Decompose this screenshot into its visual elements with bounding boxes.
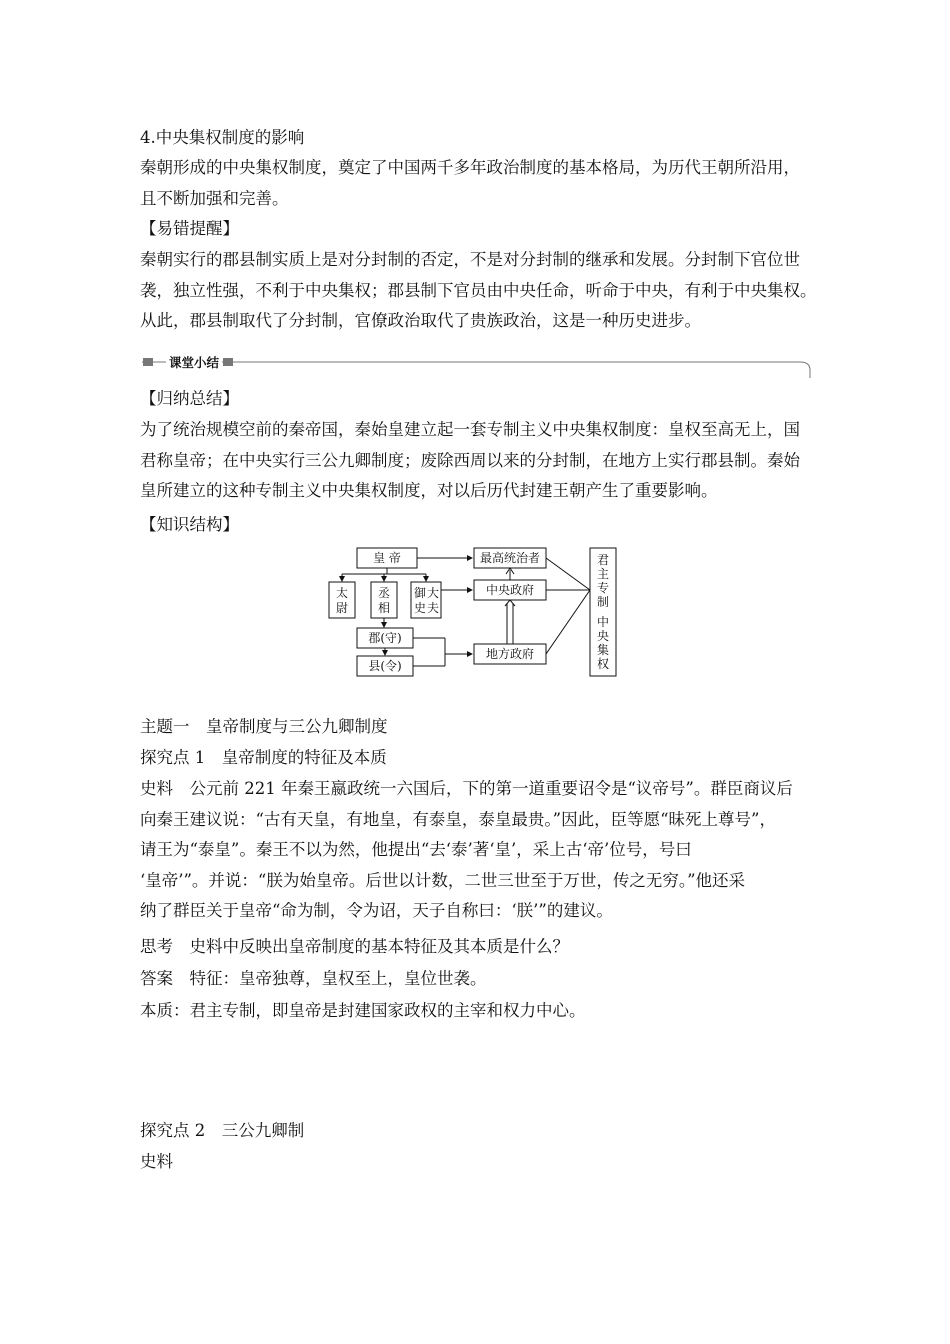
text-line: 为了统治规模空前的秦帝国，秦始皇建立起一套专制主义中央集权制度：皇权至高无上，国 — [140, 420, 800, 439]
text-line: 袭，独立性强，不利于中央集权；郡县制下官员由中央任命，听命于中央，有利于中央集权。 — [140, 280, 817, 300]
tip-paragraph — [140, 245, 820, 337]
explore-point-title: 探究点 2 三公九卿制 — [140, 1121, 305, 1140]
class-summary-divider — [140, 352, 812, 378]
knowledge-heading: 【知识结构】 — [140, 515, 239, 534]
yushi-char: 夫 — [426, 601, 440, 615]
essence-text: 本质：君主专制，即皇帝是封建国家政权的主宰和权力中心。 — [140, 1001, 586, 1020]
text-line: 君称皇帝；在中央实行三公九卿制度；废除西周以来的分封制，在地方上实行郡县制。秦始 — [140, 450, 800, 470]
chengxiang-char: 丞 — [377, 586, 391, 600]
text-line: 纳了群臣关于皇帝“命为制，令为诏，天子自称曰：‘朕’”的建议。 — [140, 901, 613, 920]
text-line: 秦朝实行的郡县制实质上是对分封制的否定，不是对分封制的继承和发展。分封制下官位世 — [140, 250, 800, 269]
explore-point-title: 探究点 1 皇帝制度的特征及本质 — [140, 748, 387, 767]
chengxiang-char: 相 — [377, 601, 391, 615]
yushi-char: 大 — [426, 586, 440, 600]
taiwei-char: 尉 — [335, 601, 349, 615]
summary-paragraph — [140, 415, 820, 507]
emperor-label: 皇 帝 — [373, 551, 401, 565]
right-col-char: 主 — [596, 567, 610, 581]
section4-paragraph — [140, 153, 820, 214]
tip-heading: 【易错提醒】 — [140, 219, 239, 238]
text-line: 秦朝形成的中央集权制度，奠定了中国两千多年政治制度的基本格局，为历代王朝所沿用， — [140, 158, 800, 177]
section-title: 4.中央集权制度的影响 — [140, 128, 305, 147]
topic-title: 主题一 皇帝制度与三公九卿制度 — [140, 717, 388, 736]
yushi-char: 御 — [413, 586, 427, 600]
text-line: 且不断加强和完善。 — [140, 188, 289, 208]
right-col-char: 央 — [596, 629, 610, 643]
summary-heading: 【归纳总结】 — [140, 389, 239, 408]
text-line: 向秦王建议说：“古有天皇，有地皇，有泰皇，泰皇最贵。”因此，臣等愿“昧死上尊号”， — [140, 809, 776, 829]
source-label: 史料 — [140, 1152, 173, 1171]
jun-label: 郡(守) — [368, 631, 402, 645]
central-label: 中央政府 — [485, 583, 535, 597]
text-line: 皇所建立的这种专制主义中央集权制度，对以后历代封建王朝产生了重要影响。 — [140, 481, 718, 500]
right-col-char: 专 — [596, 581, 610, 595]
knowledge-structure-diagram — [325, 544, 620, 678]
local-label: 地方政府 — [485, 647, 535, 661]
text-line: 从此，郡县制取代了分封制，官僚政治取代了贵族政治，这是一种历史进步。 — [140, 311, 701, 330]
taiwei-char: 太 — [335, 586, 349, 600]
right-col-char: 制 — [596, 595, 610, 609]
class-summary-label: 课堂小结 — [166, 353, 222, 371]
right-col-char: 集 — [596, 643, 610, 657]
text-line: 史料 公元前 221 年秦王嬴政统一六国后，下的第一道重要诏令是“议帝号”。群臣商议后 — [140, 779, 793, 798]
xian-label: 县(令) — [368, 659, 402, 673]
right-col-char: 权 — [596, 657, 610, 671]
text-line: ‘皇帝’”。并说：“朕为始皇帝。后世以计数，二世三世至于万世，传之无穷。”他还采 — [140, 870, 746, 890]
supreme-label: 最高统治者 — [479, 551, 541, 565]
source-paragraph — [140, 774, 820, 927]
answer-text: 答案 特征：皇帝独尊，皇权至上，皇位世袭。 — [140, 969, 487, 988]
yushi-char: 史 — [413, 601, 427, 615]
think-question: 思考 史料中反映出皇帝制度的基本特征及其本质是什么？ — [140, 937, 569, 956]
right-col-char: 君 — [596, 553, 610, 567]
right-col-char: 中 — [596, 615, 610, 629]
text-line: 请王为“泰皇”。秦王不以为然，他提出“去‘泰’著‘皇’，采上古‘帝’位号，号曰 — [140, 840, 692, 859]
